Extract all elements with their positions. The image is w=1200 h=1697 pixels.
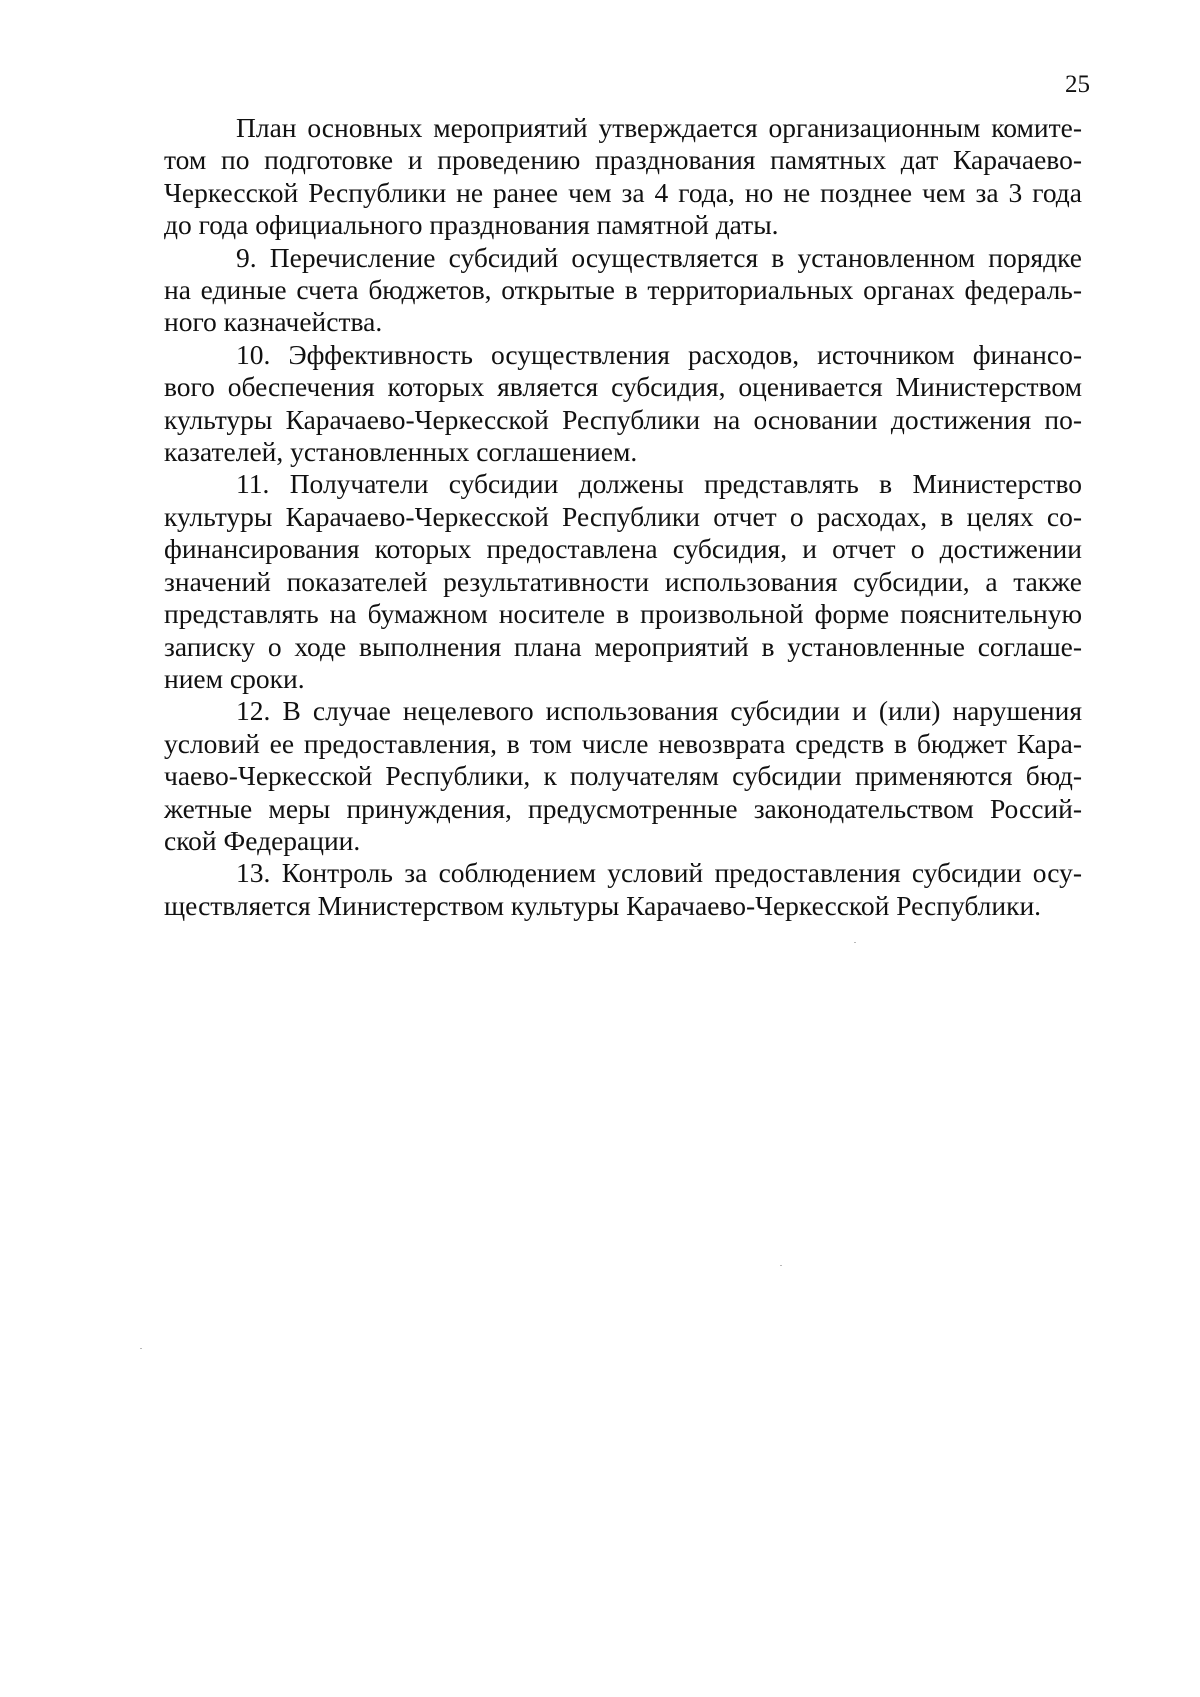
text-line: Черкесской Республики не ранее чем за 4 года, но не позднее чем за 3 года [164,176,1082,208]
text-line: на единые счета бюджетов, открытые в территориальных органах федераль- [164,274,1082,306]
document-body [164,112,1082,922]
text-line: 11. Получатели субсидии должены представлять в Министерство [236,468,1082,500]
text-line: 10. Эффективность осуществления расходов, источником финансо- [236,338,1082,370]
text-line: чаево-Черкесской Республики, к получателям субсидии применяются бюд- [164,760,1082,792]
text-line: записку о ходе выполнения плана мероприятий в установленные соглаше- [164,630,1082,662]
text-line: 13. Контроль за соблюдением условий предоставления субсидии осу- [236,857,1082,889]
paragraph-item-12 [164,695,1082,857]
text-line: вого обеспечения которых является субсидия, оценивается Министерством [164,371,1082,403]
text-line: условий ее предоставления, в том числе невозврата средств в бюджет Кара- [164,727,1082,759]
paragraph-plan [164,112,1082,242]
text-line: 9. Перечисление субсидий осуществляется в установленном порядке [236,241,1082,273]
text-line: ществляется Министерством культуры Карачаево-Черкесской Республики. [164,889,1042,921]
text-line: до года официального празднования памятной даты. [164,209,779,241]
page-number: 25 [1065,71,1090,98]
text-line: 12. В случае нецелевого использования субсидии и (или) нарушения [236,695,1082,727]
scan-speck [780,1265,782,1266]
paragraph-item-13 [164,857,1082,922]
text-line: значений показателей результативности использования субсидии, а также [164,565,1082,597]
paragraph-item-9 [164,242,1082,339]
scan-speck [140,1348,142,1349]
text-line: представлять на бумажном носителе в произвольной форме пояснительную [164,598,1082,630]
text-line: том по подготовке и проведению празднования памятных дат Карачаево- [164,144,1082,176]
paragraph-item-11 [164,468,1082,695]
text-line: финансирования которых предоставлена субсидия, и отчет о достижении [164,533,1082,565]
text-line: План основных мероприятий утверждается организационным комите- [236,112,1082,143]
text-line: нием сроки. [164,662,305,694]
text-line: ской Федерации. [164,824,361,856]
scan-speck [854,942,856,943]
text-line: казателей, установленных соглашением. [164,436,638,468]
text-line: жетные меры принуждения, предусмотренные законодательством Россий- [164,792,1082,824]
text-line: культуры Карачаево-Черкесской Республики отчет о расходах, в целях со- [164,500,1082,532]
text-line: культуры Карачаево-Черкесской Республики на основании достижения по- [164,403,1082,435]
text-line: ного казначейства. [164,306,383,338]
paragraph-item-10 [164,339,1082,469]
